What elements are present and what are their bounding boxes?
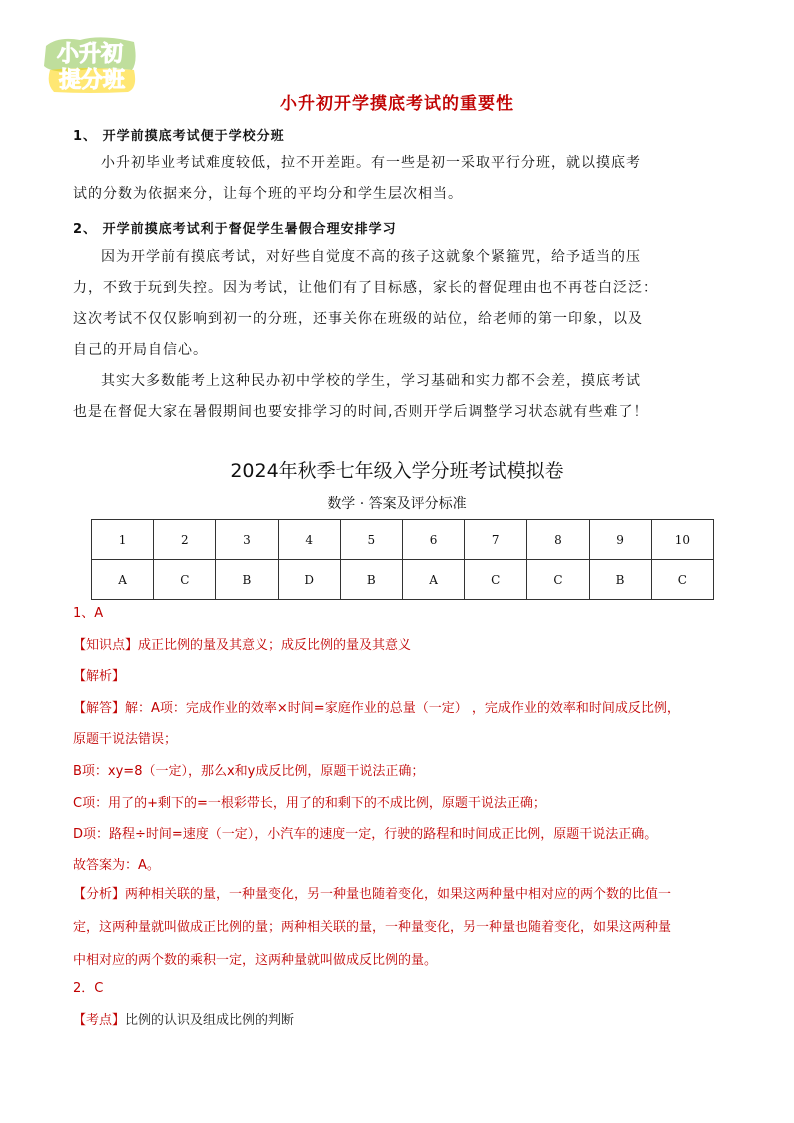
- solution-tag: 【解答】: [73, 701, 126, 716]
- logo-text-1: 小升初: [56, 42, 124, 67]
- table-cell-number: 2: [154, 520, 216, 560]
- table-cell-answer: C: [465, 560, 527, 600]
- test-point-tag: 【考点】: [73, 1013, 126, 1028]
- table-cell-answer: B: [589, 560, 651, 600]
- table-cell-answer: B: [340, 560, 402, 600]
- knowledge-text: 成正比例的量及其意义；成反比例的量及其意义: [138, 638, 412, 653]
- q1-analysis-block: [73, 878, 733, 977]
- table-cell-answer: C: [527, 560, 589, 600]
- section2-line: 也是在督促大家在暑假期间也要安排学习的时间,否则开学后调整学习状态就有些难了！: [73, 404, 649, 420]
- exam-title: 2024年秋季七年级入学分班考试模拟卷: [230, 460, 564, 482]
- table-cell-answer: C: [154, 560, 216, 600]
- table-row: [92, 520, 714, 560]
- section2-line: 其实大多数能考上这种民办初中学校的学生，学习基础和实力都不会差，摸底考试: [101, 373, 641, 389]
- option-d-line: D项：路程÷时间=速度（一定），小汽车的速度一定，行驶的路程和时间成正比例，原题干说法正确。: [73, 827, 658, 842]
- q1-label: 1、A: [73, 606, 104, 621]
- section2-line: 力，不致于玩到失控。因为考试，让他们有了目标感，家长的督促理由也不再苍白泛泛：: [73, 280, 658, 296]
- table-cell-number: 9: [589, 520, 651, 560]
- table-cell-number: 4: [278, 520, 340, 560]
- table-cell-number: 1: [92, 520, 154, 560]
- analysis-line: 两种相关联的量，一种量变化，另一种量也随着变化，如果这两种量中相对应的两个数的比值一: [125, 887, 672, 902]
- table-cell-number: 6: [402, 520, 464, 560]
- solution-text: 解：A项：完成作业的效率×时间=家庭作业的总量（一定） ，完成作业的效率和时间成反比例，: [125, 701, 680, 716]
- answer-table: [91, 519, 714, 600]
- answer-line: 故答案为：A。: [73, 858, 160, 873]
- table-cell-answer: B: [216, 560, 278, 600]
- knowledge-tag: 【知识点】: [73, 638, 139, 653]
- table-cell-number: 3: [216, 520, 278, 560]
- section2-line: 这次考试不仅仅影响到初一的分班，还事关你在班级的站位，给老师的第一印象，以及: [73, 311, 643, 327]
- section1-body: [73, 148, 723, 210]
- q1-solution: [73, 699, 680, 719]
- table-row: [92, 560, 714, 600]
- analysis-tag: 【分析】: [73, 887, 126, 902]
- logo-text-2: 提分班: [58, 68, 126, 93]
- q1-knowledge-point: [73, 636, 411, 656]
- exam-subtitle: 数学 · 答案及评分标准: [327, 496, 467, 512]
- section1-line: 小升初毕业考试难度较低，拉不开差距。有一些是初一采取平行分班，就以摸底考: [101, 155, 641, 171]
- section2-body: [73, 242, 723, 428]
- logo: [40, 32, 140, 96]
- table-cell-answer: D: [278, 560, 340, 600]
- table-cell-number: 5: [340, 520, 402, 560]
- table-cell-number: 10: [651, 520, 713, 560]
- table-cell-answer: A: [402, 560, 464, 600]
- section2-line: 因为开学前有摸底考试，对好些自觉度不高的孩子这就象个紧箍咒，给予适当的压: [101, 249, 641, 265]
- section1-heading: 1、 开学前摸底考试便于学校分班: [73, 129, 285, 144]
- section1-line: 试的分数为依据来分，让每个班的平均分和学生层次相当。: [73, 186, 463, 202]
- q1-analysis-tag: [73, 667, 125, 687]
- table-cell-number: 7: [465, 520, 527, 560]
- header-title: 小升初开学摸底考试的重要性: [280, 94, 514, 114]
- test-point-text: 比例的认识及组成比例的判断: [125, 1013, 295, 1028]
- table-cell-number: 8: [527, 520, 589, 560]
- q2-test-point: [73, 1011, 294, 1031]
- table-cell-answer: C: [651, 560, 713, 600]
- section2-line: 自己的开局自信心。: [73, 342, 208, 358]
- analysis-line: 定，这两种量就叫做成正比例的量；两种相关联的量，一种量变化，另一种量也随着变化，如果这两种量: [73, 920, 672, 935]
- q2-label: 2．C: [73, 981, 104, 996]
- table-cell-answer: A: [92, 560, 154, 600]
- analysis-line: 中相对应的两个数的乘积一定，这两种量就叫做成反比例的量。: [73, 953, 438, 968]
- option-c-line: C项：用了的+剩下的=一根彩带长，用了的和剩下的不成比例，原题干说法正确；: [73, 796, 546, 811]
- option-b-line: B项：xy=8（一定），那么x和y成反比例，原题干说法正确；: [73, 764, 425, 779]
- section2-heading: 2、 开学前摸底考试利于督促学生暑假合理安排学习: [73, 222, 397, 237]
- solution-text-2: 原题干说法错误；: [73, 732, 178, 747]
- analysis-tag: 【解析】: [73, 669, 126, 684]
